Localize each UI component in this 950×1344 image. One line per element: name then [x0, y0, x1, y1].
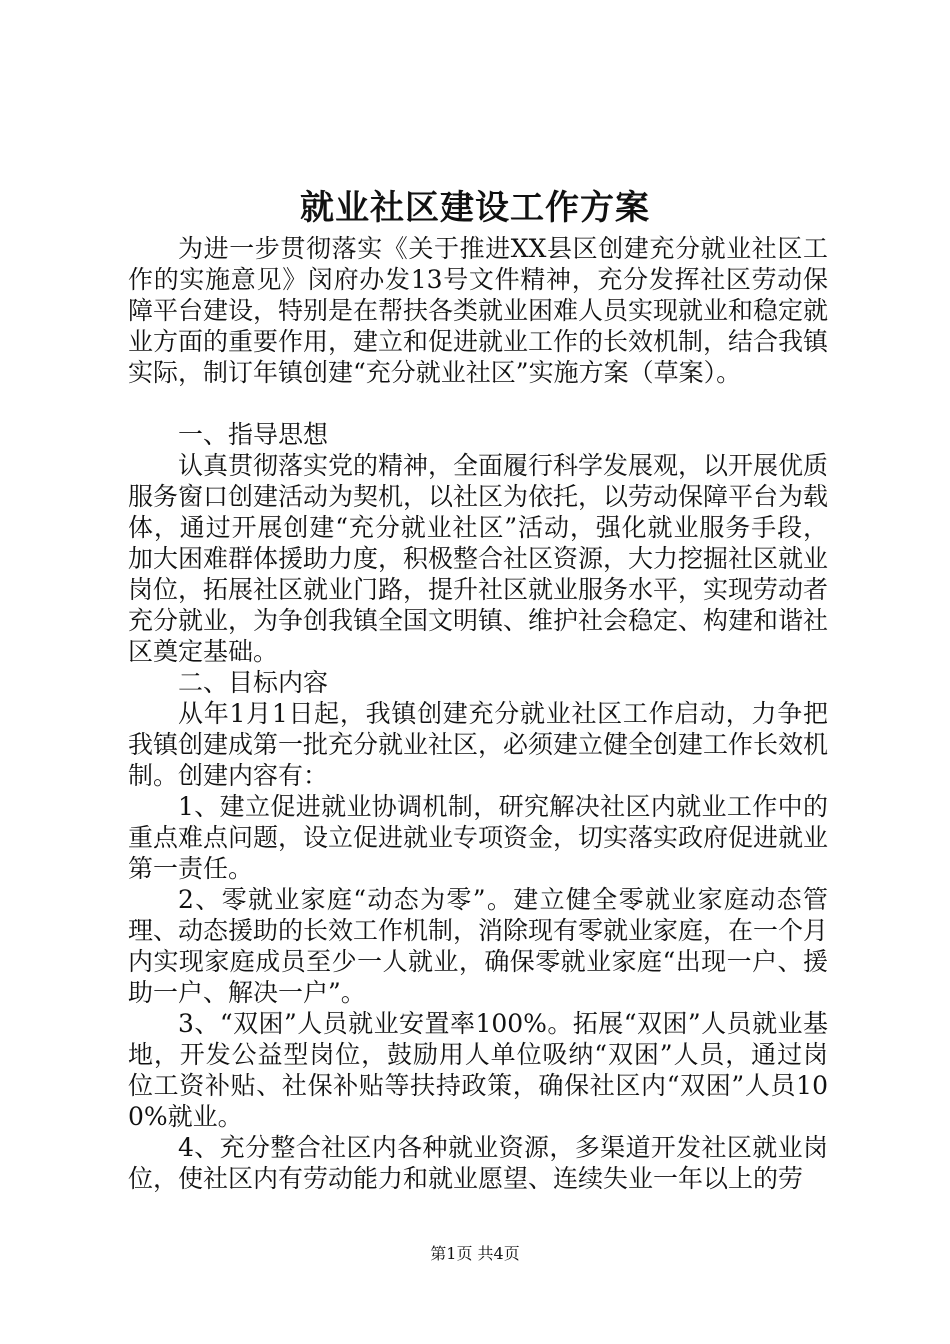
goal-item-1: 1、建立促进就业协调机制，研究解决社区内就业工作中的重点难点问题，设立促进就业专项资金，切实落实政府促进就业第一责任。 [128, 792, 829, 883]
goal-item-2: 2、零就业家庭“动态为零”。建立健全零就业家庭动态管理、动态援助的长效工作机制，消除现有零就业家庭，在一个月内实现家庭成员至少一人就业，确保零就业家庭“出现一户、援助一户、解决一户”。 [128, 885, 829, 1007]
section-heading-goals: 二、目标内容 [178, 668, 329, 697]
section-heading-guiding-idea: 一、指导思想 [178, 420, 329, 449]
document-body [128, 233, 828, 1194]
document-title: 就业社区建设工作方案 [300, 188, 650, 228]
goal-item-3: 3、“双困”人员就业安置率100%。拓展“双困”人员就业基地，开发公益型岗位，鼓励用人单位吸纳“双困”人员，通过岗位工资补贴、社保补贴等扶持政策，确保社区内“双困”人员100%就业。 [128, 1009, 828, 1131]
goal-item-4: 4、充分整合社区内各种就业资源，多渠道开发社区就业岗位，使社区内有劳动能力和就业愿望、连续失业一年以上的劳 [128, 1133, 828, 1193]
page-number-footer: 第1页 共4页 [430, 1244, 520, 1263]
paragraph-spacer [128, 388, 828, 419]
intro-paragraph: 为进一步贯彻落实《关于推进XX县区创建充分就业社区工作的实施意见》闵府办发13号文件精神，充分发挥社区劳动保障平台建设，特别是在帮扶各类就业困难人员实现就业和稳定就业方面的重要作用，建立和促进就业工作的长效机制，结合我镇实际，制订年镇创建“充分就业社区”实施方案（草案）。 [128, 234, 829, 387]
guiding-idea-paragraph: 认真贯彻落实党的精神，全面履行科学发展观，以开展优质服务窗口创建活动为契机，以社区为依托，以劳动保障平台为载体，通过开展创建“充分就业社区”活动，强化就业服务手段，加大困难群体援助力度，积极整合社区资源，大力挖掘社区就业岗位，拓展社区就业门路，提升社区就业服务水平，实现劳动者充分就业，为争创我镇全国文明镇、维护社会稳定、构建和谐社区奠定基础。 [128, 451, 829, 666]
goals-paragraph: 从年1月1日起，我镇创建充分就业社区工作启动，力争把我镇创建成第一批充分就业社区，必须建立健全创建工作长效机制。创建内容有： [128, 699, 829, 790]
